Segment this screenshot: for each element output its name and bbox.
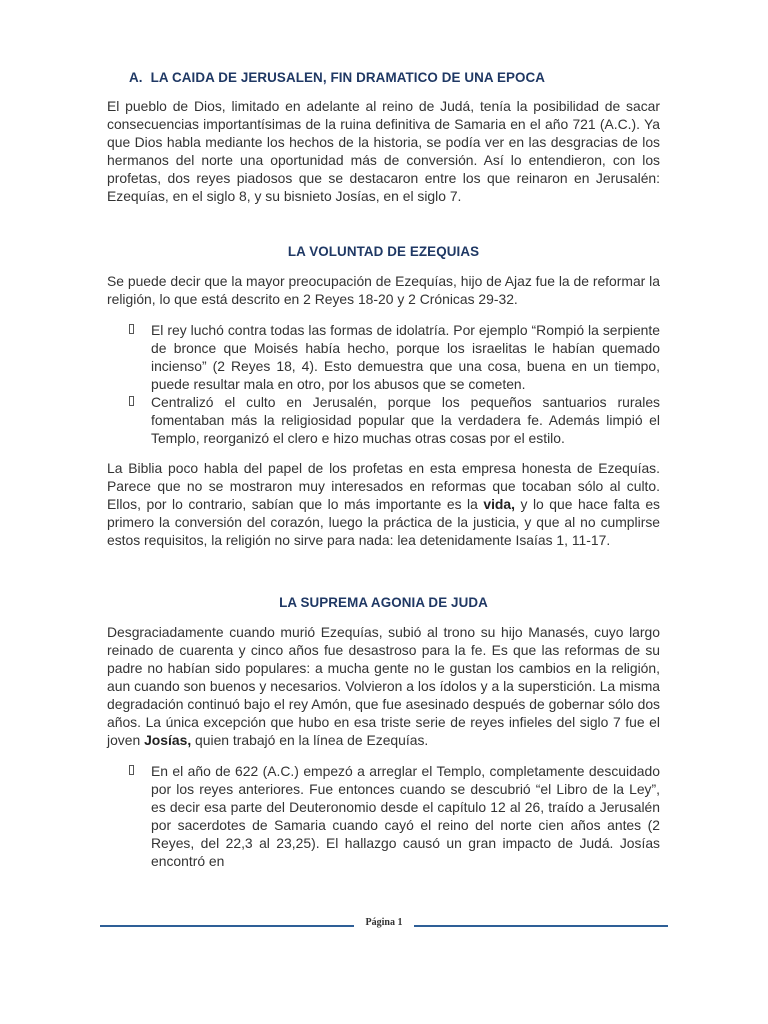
section-a-title: LA CAIDA DE JERUSALEN, FIN DRAMATICO DE UNA EPOCA <box>150 70 546 85</box>
section-c-heading: LA SUPREMA AGONIA DE JUDA <box>279 595 488 610</box>
section-c-bullet-list <box>107 762 660 870</box>
list-item-text: En el año de 622 (A.C.) empezó a arreglar el Templo, completamente descuidado por los reyes anteriores. Fue entonces cuando se descubrió “el Libro de la Ley”, es decir esa parte del Deuteronomio desde el capítulo 12 al 26, traído a Jerusalén por sacerdotes de Samaria cuando cayó el reino del norte cien años antes (2 Reyes, del 22,3 al 23,25). El hallazgo causó un gran impacto de Judá. Josías encontró en <box>151 763 660 869</box>
emphasis-vida: vida, <box>483 496 515 512</box>
section-a-heading <box>107 70 660 85</box>
section-b-intro: Se puede decir que la mayor preocupación de Ezequías, hijo de Ajaz fue la de reformar la religión, lo que está descrito en 2 Reyes 18-20 y 2 Crónicas 29-32. <box>107 273 660 307</box>
footer-rule-left <box>100 925 354 927</box>
bullet-icon <box>129 396 134 406</box>
emphasis-josias: Josías, <box>144 732 192 748</box>
section-b-bullet-list <box>107 321 660 447</box>
list-item <box>107 393 660 447</box>
list-item <box>107 762 660 870</box>
section-b-heading: LA VOLUNTAD DE EZEQUIAS <box>287 244 480 259</box>
list-item-text: El rey luchó contra todas las formas de idolatría. Por ejemplo “Rompió la serpiente de bronce que Moisés había hecho, porque los israelitas le habían quemado incienso” (2 Reyes 18, 4). Esto demuestra que una cosa, buena en un tiempo, puede resultar mala en otro, por los abusos que se cometen. <box>151 322 660 392</box>
section-a-paragraph: El pueblo de Dios, limitado en adelante al reino de Judá, tenía la posibilidad de sacar consecuencias importantísimas de la ruina definitiva de Samaria en el año 721 (A.C.). Ya que Dios habla mediante los hechos de la historia, se podía ver en las desgracias de los hermanos del norte una oportunidad más de conversión. Así lo entendieron, con los profetas, dos reyes piadosos que se destacaron entre los que reinaron en Jerusalén: Ezequías, en el siglo 8, y su bisnieto Josías, en el siglo 7. <box>107 98 660 204</box>
footer-rule-right <box>414 925 668 927</box>
bullet-icon <box>129 324 134 334</box>
document-content <box>107 70 660 882</box>
section-c-paragraph: Desgraciadamente cuando murió Ezequías, subió al trono su hijo Manasés, cuyo largo reinado de cuarenta y cinco años fue desastroso para la fe. Es que las reformas de su padre no habían sido populares: a mucha gente no le gustan los cambios en la religión, aun cuando son buenos y necesarios. Volvieron a los ídolos y a la superstición. La misma degradación continuó bajo el rey Amón, que fue asesinado después de gobernar sólo dos años. La única excepción que hubo en esa triste serie de reyes infieles del siglo 7 fue el joven Josías, quien trabajó en la línea de Ezequías. <box>107 624 660 748</box>
section-b-closing: La Biblia poco habla del papel de los profetas en esta empresa honesta de Ezequías. Parece que no se mostraron muy interesados en reformas que tocaban sólo al culto. Ellos, por lo contrario, sabían que lo más importante es la vida, y lo que hace falta es primero la conversión del corazón, luego la práctica de la justicia, y que al no cumplirse estos requisitos, la religión no sirve para nada: lea detenidamente Isaías 1, 11-17. <box>107 460 660 548</box>
section-a-letter: A. <box>129 70 143 85</box>
list-item <box>107 321 660 393</box>
list-item-text: Centralizó el culto en Jerusalén, porque los pequeños santuarios rurales fomentaban más la religiosidad popular que la verdadera fe. Además limpió el Templo, reorganizó el clero e hizo muchas otras cosas por el estilo. <box>151 394 660 446</box>
page-number: Página 1 <box>365 917 403 928</box>
bullet-icon <box>129 765 134 775</box>
page-footer <box>100 917 668 937</box>
